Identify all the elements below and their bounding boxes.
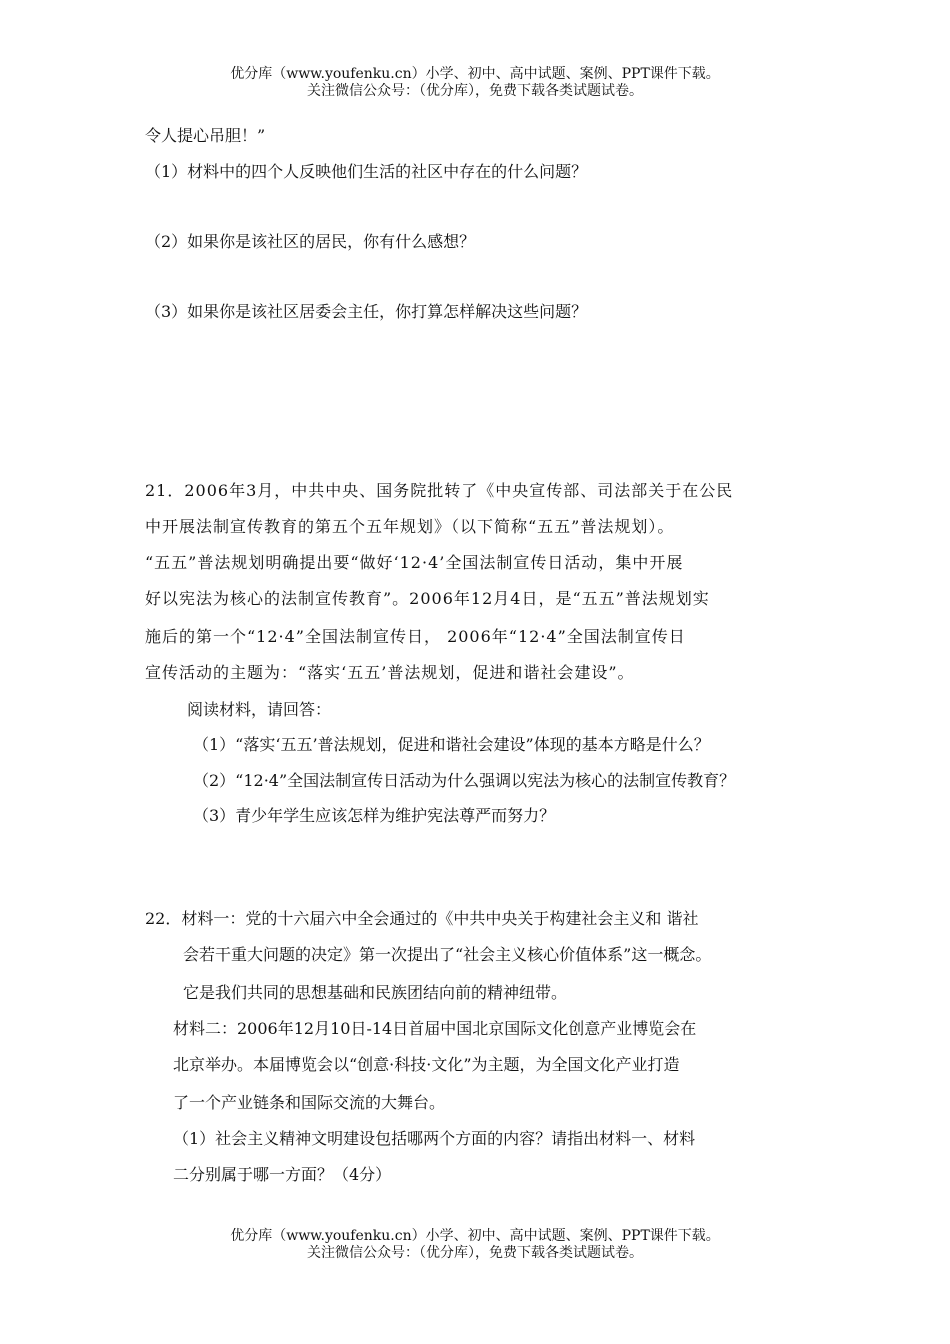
q20-tail: 令人提心吊胆！” [145,126,266,145]
q21-sub-1: （1）“落实‘五五’普法规划，促进和谐社会建设”体现的基本方略是什么？ [193,735,710,754]
q20-sub-1: （1）材料中的四个人反映他们生活的社区中存在的什么问题？ [145,162,588,181]
q22-material-1-line-2: 会若干重大问题的决定》第一次提出了“社会主义核心价值体系”这一概念。 [183,945,712,964]
q22-material-1-line-3: 它是我们共同的思想基础和民族团结向前的精神纽带。 [183,983,568,1002]
footer-line-1: 优分库（www.youfenku.cn）小学、初中、高中试题、案例、PPT课件下载。 [230,1228,720,1244]
header-line-1: 优分库（www.youfenku.cn）小学、初中、高中试题、案例、PPT课件下载。 [230,66,720,82]
footer-line-2: 关注微信公众号：（优分库），免费下载各类试题试卷。 [307,1245,643,1261]
q22-material-2-line-1: 材料二：2006年12月10日-14日首届中国北京国际文化创意产业博览会在 [173,1019,697,1038]
q22-sub-1-line-1: （1）社会主义精神文明建设包括哪两个方面的内容？请指出材料一、材料 [173,1129,696,1148]
q21-line-2: 中开展法制宣传教育的第五个五年规划》（以下简称“五五”普法规划）。 [145,517,675,536]
q21-line-3: “五五”普法规划明确提出要“做好‘12·4’全国法制宣传日活动，集中开展 [145,553,684,572]
q22-material-2-line-3: 了一个产业链条和国际交流的大舞台。 [173,1093,446,1112]
q21-sub-3: （3）青少年学生应该怎样为维护宪法尊严而努力？ [193,806,556,825]
page-footer [0,1228,950,1262]
q20-sub-2: （2）如果你是该社区的居民，你有什么感想？ [145,232,476,251]
q21-instruction: 阅读材料，请回答： [187,700,332,719]
q21-line-6: 宣传活动的主题为：“落实‘五五’普法规划，促进和谐社会建设”。 [145,663,635,682]
q22-sub-1-line-2: 二分别属于哪一方面？（4分） [173,1165,392,1184]
header-line-2: 关注微信公众号：（优分库），免费下载各类试题试卷。 [307,83,643,99]
q21-line-4: 好以宪法为核心的法制宣传教育”。2006年12月4日，是“五五”普法规划实 [145,589,710,608]
q20-sub-3: （3）如果你是该社区居委会主任，你打算怎样解决这些问题？ [145,302,588,321]
q22-material-2-line-2: 北京举办。本届博览会以“创意·科技·文化”为主题，为全国文化产业打造 [173,1055,680,1074]
q22-material-1-line-1: 22．材料一：党的十六届六中全会通过的《中共中央关于构建社会主义和 谐社 [145,909,699,928]
q21-sub-2: （2）“12·4”全国法制宣传日活动为什么强调以宪法为核心的法制宣传教育？ [193,771,736,790]
page-header [0,66,950,100]
q21-line-1: 21．2006年3月，中共中央、国务院批转了《中央宣传部、司法部关于在公民 [145,481,734,500]
q21-line-5: 施后的第一个“12·4”全国法制宣传日， 2006年“12·4”全国法制宣传日 [145,627,686,646]
